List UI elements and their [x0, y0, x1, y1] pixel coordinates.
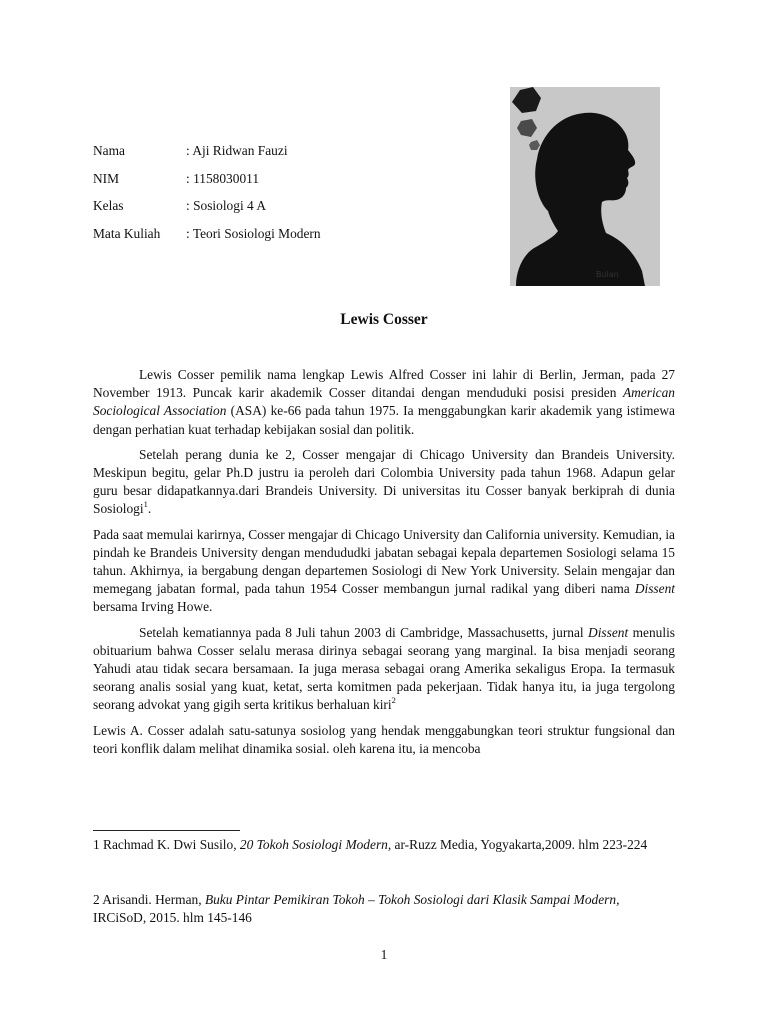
info-label: Nama	[93, 143, 125, 158]
italic-text: Dissent	[634, 581, 675, 597]
text-run: (ASA) ke-66 pada tahun 1975. Ia menggabungkan karir akademik yang istimewa dengan perhatian kuat terhadap kebijakan sosial dan politik.	[93, 403, 675, 437]
info-value: : Aji Ridwan Fauzi	[186, 143, 288, 158]
info-row-kelas	[93, 196, 321, 224]
italic-text: 20 Tokoh Sosiologi Modern,	[239, 837, 392, 852]
info-value: : 1158030011	[186, 170, 260, 186]
footnote-ref-2[interactable]: 2	[391, 695, 396, 706]
info-value: : Teori Sosiologi Modern	[186, 225, 321, 241]
text-run: ar-Ruzz Media, Yogyakarta,2009. hlm 223-224	[391, 837, 648, 852]
artist-signature: Bulan	[596, 270, 619, 279]
document-body	[93, 366, 675, 765]
text-run: Lewis Cosser pemilik nama lengkap Lewis Alfred Cosser ini lahir di Berlin, Jerman, pada 27 November 1913. Puncak karir akademik Cosser ditandai dengan menduduki posisi presiden	[93, 367, 675, 401]
footnote-separator	[93, 830, 240, 831]
text-run: Setelah kematiannya pada 8 Juli tahun 2003 di Cambridge, Massachusetts, jurnal	[139, 624, 589, 640]
info-value: : Sosiologi 4 A	[186, 198, 266, 213]
info-label: Kelas	[93, 198, 124, 213]
info-row-nim	[93, 169, 321, 197]
text-run: bersama Irving Howe.	[93, 599, 213, 615]
text-run: Lewis A. Cosser adalah satu-satunya sosiolog yang hendak menggabungkan teori struktur fungsional dan teori konflik dalam melihat dinamika sosial. oleh karena itu, ia mencoba	[93, 722, 675, 756]
thought-bubble-small	[529, 140, 540, 150]
footnote-ref-1[interactable]: 1	[143, 499, 148, 510]
text-run: 2 Arisandi. Herman,	[93, 892, 205, 907]
info-label: NIM	[93, 170, 120, 186]
page-number: 1	[380, 947, 388, 962]
text-run: Pada saat memulai karirnya, Cosser mengajar di Chicago University dan California university. Kemudian, ia pindah ke Brandeis University dengan mendududki jabatan sebagai kepala departemen Sosiologi selama 15 tahun. Akhirnya, ia bergabung dengan departemen Sosiologi di New York University. Selain mengajar dan memegang jabatan formal, pada tahun 1954 Cosser membangun jurnal radikal yang diberi nama	[93, 526, 675, 597]
paragraph-5	[93, 722, 675, 758]
thought-bubble-medium	[517, 119, 537, 137]
text-run: Setelah perang dunia ke 2, Cosser mengajar di Chicago University dan Brandeis University. Meskipun begitu, gelar Ph.D justru ia peroleh dari Colombia University pada tahun 1968. Adapun gelar guru besar didapatkannya.dari Brandeis University. Di universitas itu Cosser banyak berkiprah di dunia Sosiologi	[93, 446, 675, 517]
paragraph-2	[93, 446, 675, 519]
paragraph-4	[93, 624, 675, 715]
italic-text: Buku Pintar Pemikiran Tokoh – Tokoh Sosiologi dari Klasik Sampai Modern,	[204, 892, 620, 907]
italic-text: American Sociological Association	[93, 385, 675, 419]
thought-bubble-large	[512, 87, 541, 113]
text-run: 1 Rachmad K. Dwi Susilo,	[93, 837, 240, 852]
footnote-1	[93, 836, 668, 854]
italic-text: Dissent	[588, 624, 629, 640]
text-run: .	[147, 501, 152, 517]
text-run: IRCiSoD, 2015. hlm 145-146	[93, 910, 252, 925]
paragraph-1	[93, 366, 675, 439]
info-label: Mata Kuliah	[93, 225, 161, 241]
info-row-mata-kuliah	[93, 224, 321, 252]
silhouette-portrait-image	[510, 87, 660, 286]
paragraph-3	[93, 526, 675, 617]
student-info	[93, 141, 321, 251]
silhouette-graphic	[510, 87, 660, 286]
footnote-2	[93, 891, 668, 927]
head-silhouette	[516, 113, 645, 286]
text-run: menulis obituarium bahwa Cosser selalu merasa dirinya sebagai seorang yang marginal. Ia bisa menjadi seorang Yahudi atau tidak secara bersamaan. Ia juga merasa sebagai orang Amerika sekaligus Eropa. Ia termasuk seorang analis sosial yang kuat, ketat, serta komitmen pada pekerjaan. Tidak hanya itu, ia juga tergolong seorang advokat yang gigih serta kritikus berhaluan kiri	[93, 624, 675, 713]
document-title: Lewis Cosser	[340, 311, 428, 328]
info-row-nama	[93, 141, 321, 169]
